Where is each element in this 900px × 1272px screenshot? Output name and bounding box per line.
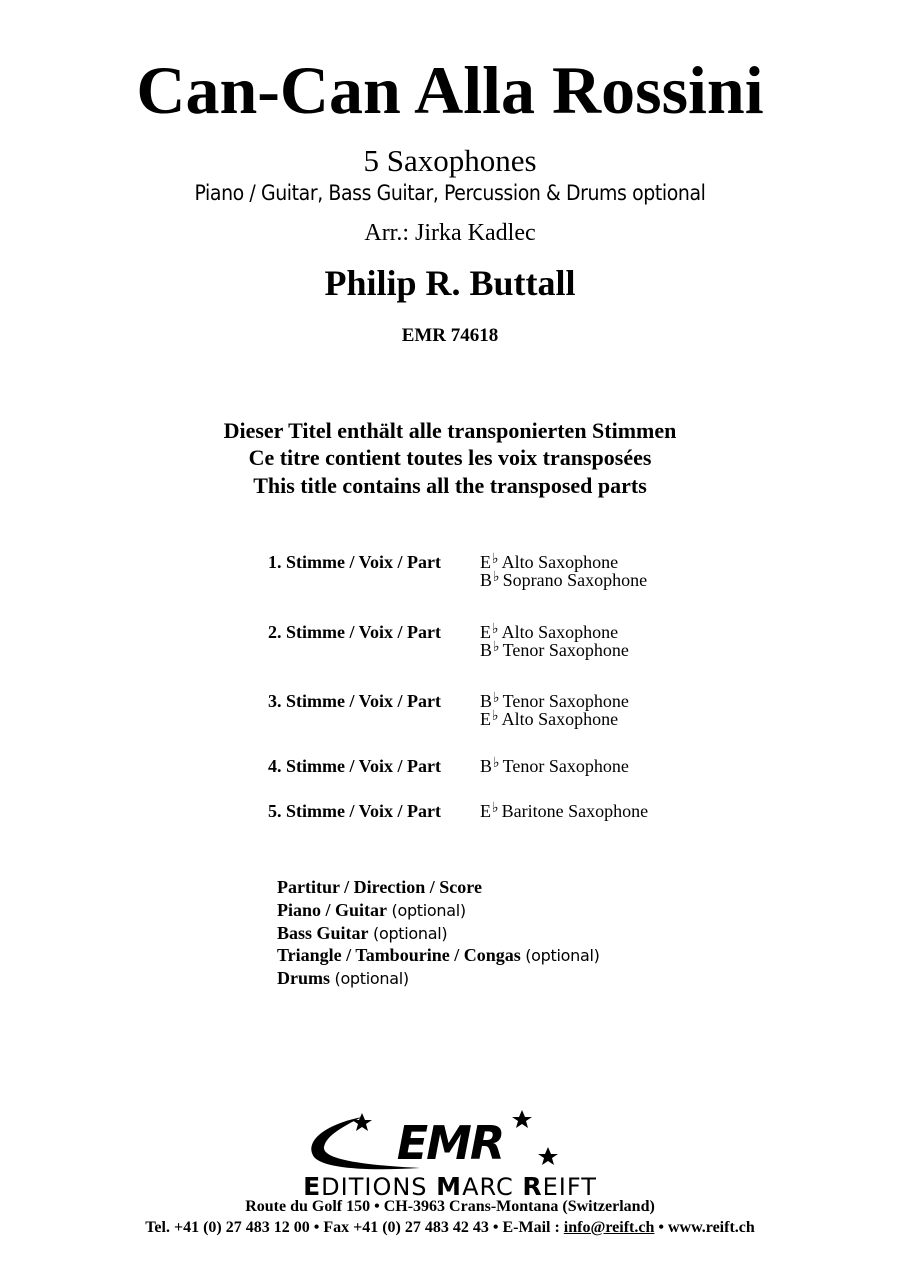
publisher-address: Route du Golf 150 • CH-3963 Crans-Montana (Switzerland) bbox=[245, 1198, 655, 1215]
extra-item: Bass Guitar (optional) bbox=[277, 923, 448, 943]
arranger-credit: Arr.: Jirka Kadlec bbox=[364, 220, 536, 246]
part-label: 4. Stimme / Voix / Part bbox=[268, 756, 441, 776]
ensemble-subtitle: 5 Saxophones bbox=[363, 143, 537, 178]
score-title: Can-Can Alla Rossini bbox=[136, 52, 764, 128]
part-label: 3. Stimme / Voix / Part bbox=[268, 691, 441, 711]
part-instrument: B♭ Tenor Saxophone bbox=[480, 640, 629, 660]
notice-english: This title contains all the transposed parts bbox=[253, 473, 647, 498]
part-label: 5. Stimme / Voix / Part bbox=[268, 801, 441, 821]
part-label: 1. Stimme / Voix / Part bbox=[268, 552, 441, 572]
part-instrument: E♭ Alto Saxophone bbox=[480, 622, 619, 642]
part-instrument: B♭ Tenor Saxophone bbox=[480, 691, 629, 711]
notice-french: Ce titre contient toutes les voix transposées bbox=[248, 445, 652, 470]
extra-item: Piano / Guitar (optional) bbox=[277, 900, 466, 920]
part-label: 2. Stimme / Voix / Part bbox=[268, 622, 441, 642]
part-instrument: E♭ Alto Saxophone bbox=[480, 552, 619, 572]
composer-name: Philip R. Buttall bbox=[324, 263, 576, 303]
notice-german: Dieser Titel enthält alle transponierten Stimmen bbox=[223, 418, 677, 443]
extra-item: Drums (optional) bbox=[277, 968, 409, 988]
publisher-name: EDITIONS MARC REIFT bbox=[303, 1172, 597, 1201]
email-link[interactable]: info@reift.ch bbox=[563, 1219, 655, 1236]
optional-instrumentation: Piano / Guitar, Bass Guitar, Percussion & Drums optional bbox=[194, 181, 706, 205]
extra-item: Partitur / Direction / Score bbox=[277, 877, 482, 897]
catalog-number: EMR 74618 bbox=[401, 325, 499, 346]
part-instrument: B♭ Soprano Saxophone bbox=[480, 570, 648, 590]
part-instrument: B♭ Tenor Saxophone bbox=[480, 756, 629, 776]
part-instrument: E♭ Baritone Saxophone bbox=[480, 801, 649, 821]
extra-item: Triangle / Tambourine / Congas (optional) bbox=[277, 945, 600, 965]
emr-logo bbox=[300, 1105, 600, 1177]
publisher-contact: Tel. +41 (0) 27 483 12 00 • Fax +41 (0) 27 483 42 43 • E-Mail : info@reift.ch • www.reift.ch bbox=[145, 1219, 755, 1236]
svg-text:EMR: EMR bbox=[396, 1116, 504, 1170]
part-instrument: E♭ Alto Saxophone bbox=[480, 709, 619, 729]
